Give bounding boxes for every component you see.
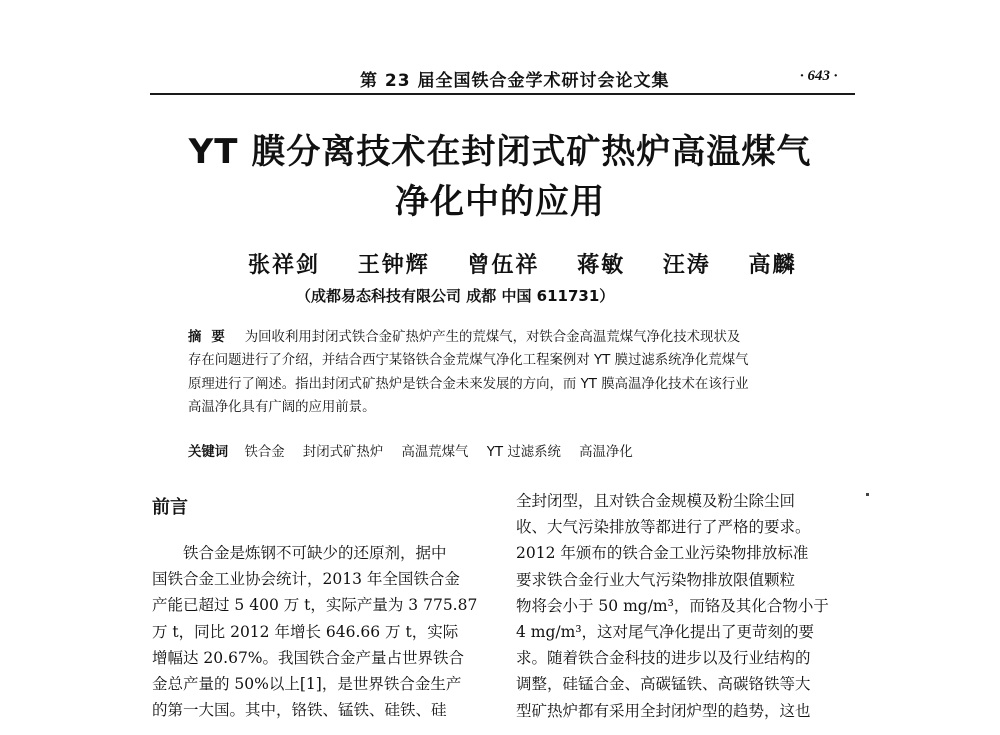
- author: 蒋敏: [577, 252, 626, 278]
- body-line: 国铁合金工业协会统计，2013 年全国铁合金: [152, 570, 460, 589]
- body-line: 铁合金是炼钢不可缺少的还原剂，据中: [152, 544, 447, 562]
- abstract-line: 原理进行了阐述。指出封闭式矿热炉是铁合金未来发展的方向，而 YT 膜高温净化技术在该行业: [188, 376, 749, 392]
- body-line: 物将会小于 50 mg/m³，而铬及其化合物小于: [516, 596, 829, 615]
- body-column-right: [516, 488, 861, 724]
- keywords: [188, 441, 647, 460]
- paper-title-line-1: YT 膜分离技术在封闭式矿热炉高温煤气: [188, 132, 812, 172]
- keyword: YT 过滤系统: [486, 445, 561, 460]
- scan-speck: [866, 493, 869, 496]
- author: 王钟辉: [357, 252, 430, 278]
- body-line: 2012 年颁布的铁合金工业污染物排放标准: [516, 544, 809, 563]
- author: 汪涛: [662, 252, 711, 278]
- abstract-line: 高温净化具有广阔的应用前景。: [188, 399, 376, 415]
- body-line: 万 t，同比 2012 年增长 646.66 万 t，实际: [152, 622, 459, 641]
- author-list: [248, 248, 824, 279]
- body-line: 要求铁合金行业大气污染物排放限值颗粒: [516, 570, 796, 589]
- page-number: · 643 ·: [800, 68, 838, 84]
- author: 张祥剑: [248, 252, 321, 278]
- header-rule: [150, 93, 855, 95]
- abstract-line: 存在问题进行了介绍，并结合西宁某铬铁合金荒煤气净化工程案例对 YT 膜过滤系统净化荒煤气: [188, 353, 749, 369]
- body-line: 增幅达 20.67%。我国铁合金产量占世界铁合: [152, 648, 465, 667]
- keywords-label: 关键词: [188, 445, 229, 460]
- section-heading: 前言: [152, 497, 188, 518]
- keyword: 封闭式矿热炉: [302, 445, 384, 460]
- body-line: 求。随着铁合金科技的进步以及行业结构的: [516, 649, 811, 668]
- affiliation: （成都易态科技有限公司 成都 中国 611731）: [296, 287, 615, 305]
- keyword: 高温荒煤气: [401, 445, 469, 460]
- body-line: 4 mg/m³，这对尾气净化提出了更苛刻的要: [516, 623, 815, 642]
- body-line: 的第一大国。其中，铬铁、锰铁、硅铁、硅: [152, 701, 447, 720]
- author: 高麟: [748, 252, 797, 278]
- body-line: 调整，硅锰合金、高碳锰铁、高碳铬铁等大: [516, 675, 811, 694]
- body-line: 全封闭型，且对铁合金规模及粉尘除尘回: [516, 492, 796, 510]
- abstract-text: 为回收利用封闭式铁合金矿热炉产生的荒煤气，对铁合金高温荒煤气净化技术现状及: [244, 330, 741, 345]
- keyword: 铁合金: [244, 445, 285, 460]
- keyword: 高温净化: [579, 445, 633, 460]
- running-title: 第 23 届全国铁合金学术研讨会论文集: [360, 71, 670, 91]
- body-line: 金总产量的 50%以上[1]，是世界铁合金生产: [152, 675, 462, 694]
- abstract: [188, 326, 818, 419]
- body-column-left: [152, 540, 492, 723]
- body-line: 型矿热炉都有采用全封闭炉型的趋势，这也: [516, 701, 811, 720]
- abstract-label: 摘要: [188, 330, 235, 345]
- body-line: 产能已超过 5 400 万 t，实际产量为 3 775.87: [152, 596, 478, 615]
- body-line: 收、大气污染排放等都进行了严格的要求。: [516, 518, 811, 537]
- abstract-line: [188, 326, 818, 349]
- paper-title-line-2: 净化中的应用: [395, 182, 605, 222]
- author: 曾伍祥: [467, 252, 540, 278]
